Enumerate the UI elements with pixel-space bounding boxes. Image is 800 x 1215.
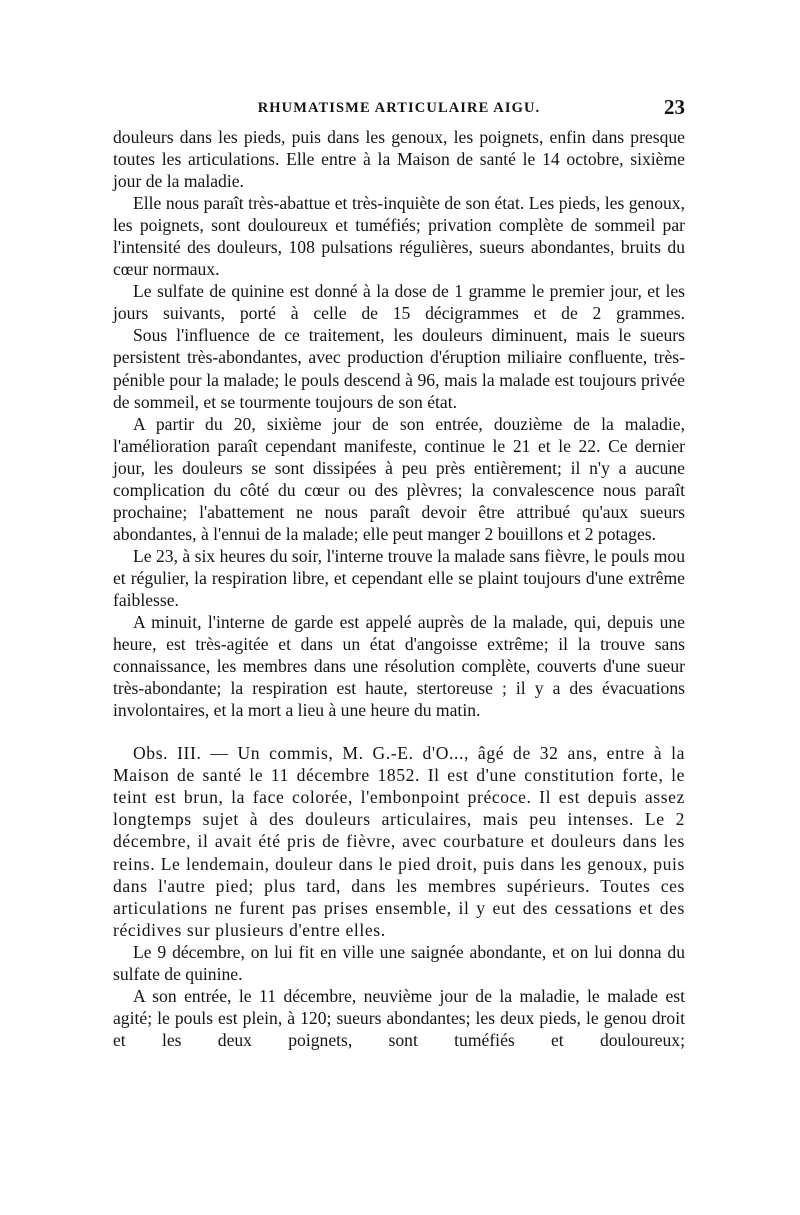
page	[113, 96, 685, 1051]
page-number: 23	[664, 95, 685, 119]
paragraph: A son entrée, le 11 décembre, neuvième jour de la maladie, le malade est agité; le pouls est plein, à 120; sueurs abondantes; les deux pieds, le genou droit et les deux poignets, sont tuméfiés et douloureux;	[113, 985, 685, 1050]
paragraph: Le sulfate de quinine est donné à la dose de 1 gramme le premier jour, et les jours suivants, porté à celle de 15 décigrammes et de 2 grammes.	[113, 281, 685, 324]
paragraph: A minuit, l'interne de garde est appelé auprès de la malade, qui, depuis une heure, est très-agitée et dans un état d'angoisse extrême; il la trouve sans connaissance, les membres dans une résolution complète, couverts d'une sueur très-abondante; la respiration est haute, stertoreuse ; il y a des évacuations involontaires, et la mort a lieu à une heure du matin.	[113, 612, 685, 721]
observation-paragraph: Obs. III. — Un commis, M. G.-E. d'O..., âgé de 32 ans, entre à la Maison de santé le 11 décembre 1852. Il est d'une constitution forte, le teint est brun, la face colorée, l'embonpoint précoce. Il est depuis assez longtemps sujet à des douleurs articulaires, mais peu intenses. Le 2 décembre, il avait été pris de fièvre, avec courbature et douleurs dans les reins. Le lendemain, douleur dans le pied droit, puis dans les genoux, puis dans l'autre pied; plus tard, dans les membres supérieurs. Toutes ces articulations ne furent pas prises ensemble, il y eut des cessations et des récidives sur plusieurs d'entre elles.	[113, 743, 685, 940]
paragraph: Elle nous paraît très-abattue et très-inquiète de son état. Les pieds, les genoux, les poignets, sont douloureux et tuméfiés; privation complète de sommeil par l'intensité des douleurs, 108 pulsations régulières, sueurs abondantes, bruits du cœur normaux.	[113, 193, 685, 280]
running-title: RHUMATISME ARTICULAIRE AIGU.	[257, 100, 541, 116]
running-head	[113, 96, 685, 122]
paragraph: Le 9 décembre, on lui fit en ville une saignée abondante, et on lui donna du sulfate de quinine.	[113, 941, 685, 984]
paragraph: Le 23, à six heures du soir, l'interne trouve la malade sans fièvre, le pouls mou et régulier, la respiration libre, et cependant elle se plaint toujours d'une extrême faiblesse.	[113, 545, 685, 610]
paragraph: A partir du 20, sixième jour de son entrée, douzième de la maladie, l'amélioration paraît cependant manifeste, continue le 21 et le 22. Ce dernier jour, les douleurs se sont dissipées à peu près entièrement; il n'y a aucune complication du côté du cœur ou des plèvres; la convalescence nous paraît prochaine; l'abattement ne nous paraît devoir être attribué qu'aux sueurs abondantes, à l'ennui de la malade; elle peut manger 2 bouillons et 2 potages.	[113, 413, 685, 544]
paragraph: Sous l'influence de ce traitement, les douleurs diminuent, mais le sueurs persistent très-abondantes, avec production d'éruption miliaire confluente, très-pénible pour la malade; le pouls descend à 96, mais la malade est toujours privée de sommeil, et se tourmente toujours de son état.	[113, 325, 685, 412]
paragraph: douleurs dans les pieds, puis dans les genoux, les poignets, enfin dans presque toutes les articulations. Elle entre à la Maison de santé le 14 octobre, sixième jour de la maladie.	[113, 127, 685, 192]
section-gap	[113, 721, 685, 742]
